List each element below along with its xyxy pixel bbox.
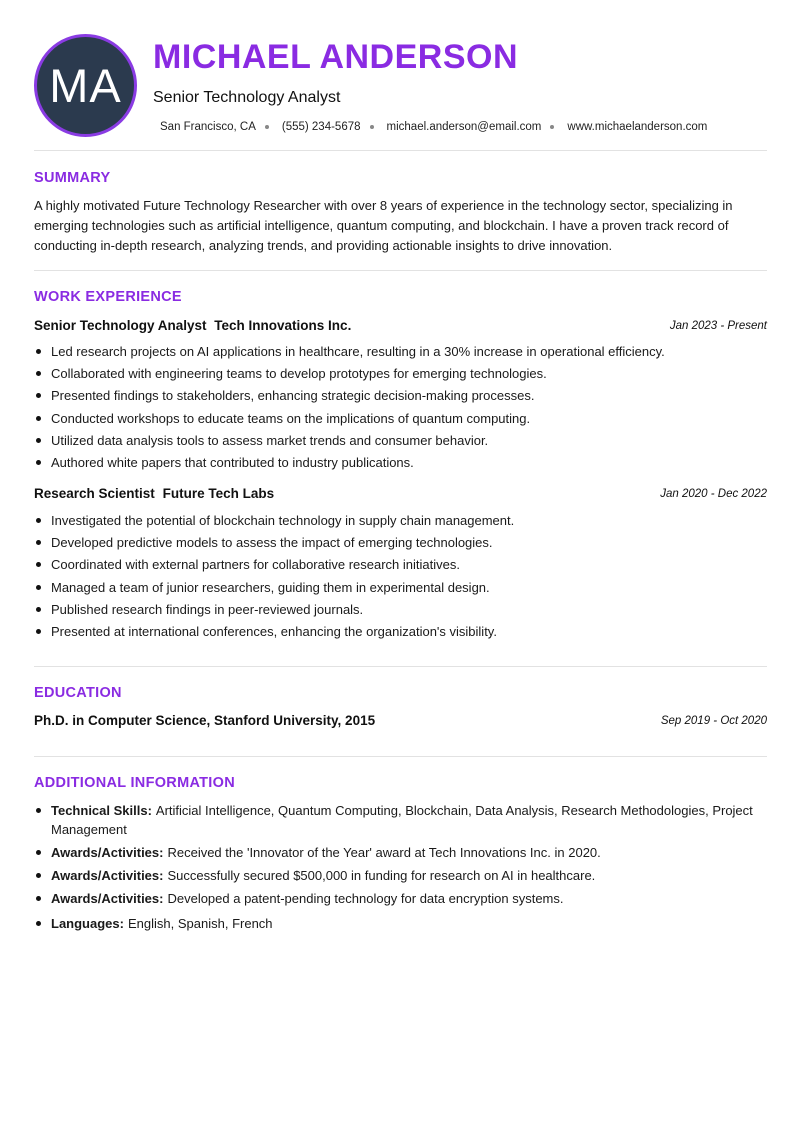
list-item xyxy=(34,801,767,839)
job-bullets xyxy=(34,343,767,476)
languages-item xyxy=(34,914,767,933)
item-label: Awards/Activities: xyxy=(51,868,164,883)
list-item: Utilized data analysis tools to assess market trends and consumer behavior. xyxy=(34,432,767,454)
list-item: Developed predictive models to assess the impact of emerging technologies. xyxy=(34,534,767,556)
list-item: Presented at international conferences, enhancing the organization's visibility. xyxy=(34,623,767,645)
education-dates: Sep 2019 - Oct 2020 xyxy=(660,715,767,727)
list-item xyxy=(34,866,767,885)
list-item: Led research projects on AI applications in healthcare, resulting in a 30% increase in operational efficiency. xyxy=(34,343,767,365)
resume-page xyxy=(34,0,767,1130)
contact-phone: (555) 234-5678 xyxy=(281,121,361,133)
education-heading: EDUCATION xyxy=(34,685,122,701)
job-dates: Jan 2020 - Dec 2022 xyxy=(660,488,767,500)
contact-email: michael.anderson@email.com xyxy=(386,121,542,133)
list-item: Coordinated with external partners for collaborative research initiatives. xyxy=(34,556,767,578)
divider xyxy=(34,666,767,667)
summary-text: A highly motivated Future Technology Researcher with over 8 years of experience in the technology sector, specializing in emerging technologies such as artificial intelligence, quantum computing, and blockchain. I have a proven track record of conducting in-depth research, analyzing trends, and providing actionable insights to drive innovation. xyxy=(34,198,733,253)
list-item: Presented findings to stakeholders, enhancing strategic decision-making processes. xyxy=(34,387,767,409)
list-item xyxy=(34,843,767,862)
item-text: Received the 'Innovator of the Year' award at Tech Innovations Inc. in 2020. xyxy=(167,845,601,860)
list-item: Investigated the potential of blockchain technology in supply chain management. xyxy=(34,512,767,534)
list-item: Managed a team of junior researchers, guiding them in experimental design. xyxy=(34,579,767,601)
job-position: Research Scientist xyxy=(34,486,155,501)
language: , Spanish xyxy=(171,916,225,931)
job-dates: Jan 2023 - Present xyxy=(669,320,767,332)
job-header xyxy=(34,318,767,338)
resume-header xyxy=(34,0,767,150)
item-text: Developed a patent-pending technology for data encryption systems. xyxy=(167,891,564,906)
education-degree: Ph.D. in Computer Science, Stanford University, 2015 xyxy=(34,713,376,728)
job-title xyxy=(34,486,274,501)
contact-website: www.michaelanderson.com xyxy=(567,121,708,133)
list-item: Conducted workshops to educate teams on the implications of quantum computing. xyxy=(34,410,767,432)
item-text: Artificial Intelligence, Quantum Computing, Blockchain, Data Analysis, Research Methodologies, Project Management xyxy=(51,803,753,837)
divider xyxy=(34,756,767,757)
job-company: Tech Innovations Inc. xyxy=(214,318,352,333)
job-bullets xyxy=(34,512,767,645)
divider xyxy=(34,270,767,271)
list-item: Collaborated with engineering teams to develop prototypes for emerging technologies. xyxy=(34,365,767,387)
list-item xyxy=(34,889,767,908)
language: English xyxy=(127,916,171,931)
additional-heading: ADDITIONAL INFORMATION xyxy=(34,775,235,791)
divider xyxy=(34,150,767,151)
avatar xyxy=(34,34,137,137)
job-header xyxy=(34,486,767,506)
languages-list xyxy=(128,916,273,931)
item-label: Technical Skills: xyxy=(51,803,152,818)
list-item: Authored white papers that contributed to industry publications. xyxy=(34,454,767,476)
avatar-initials: MA xyxy=(49,59,122,112)
separator-dot xyxy=(550,125,554,129)
summary-heading: SUMMARY xyxy=(34,170,111,186)
contact-location: San Francisco, CA xyxy=(160,121,256,133)
contact-line xyxy=(160,121,707,133)
item-text: Successfully secured $500,000 in funding for research on AI in healthcare. xyxy=(167,868,596,883)
separator-dot xyxy=(370,125,374,129)
candidate-role: Senior Technology Analyst xyxy=(153,89,341,106)
education-entry xyxy=(34,713,767,733)
language: , French xyxy=(225,916,273,931)
experience-heading: WORK EXPERIENCE xyxy=(34,289,182,305)
list-item: Published research findings in peer-reviewed journals. xyxy=(34,601,767,623)
job-title xyxy=(34,318,351,333)
item-label: Awards/Activities: xyxy=(51,845,164,860)
languages-label: Languages: xyxy=(51,916,124,931)
separator-dot xyxy=(265,125,269,129)
job-position: Senior Technology Analyst xyxy=(34,318,207,333)
job-company: Future Tech Labs xyxy=(162,486,275,501)
additional-list xyxy=(34,801,767,937)
candidate-name: MICHAEL ANDERSON xyxy=(153,38,519,76)
item-label: Awards/Activities: xyxy=(51,891,164,906)
